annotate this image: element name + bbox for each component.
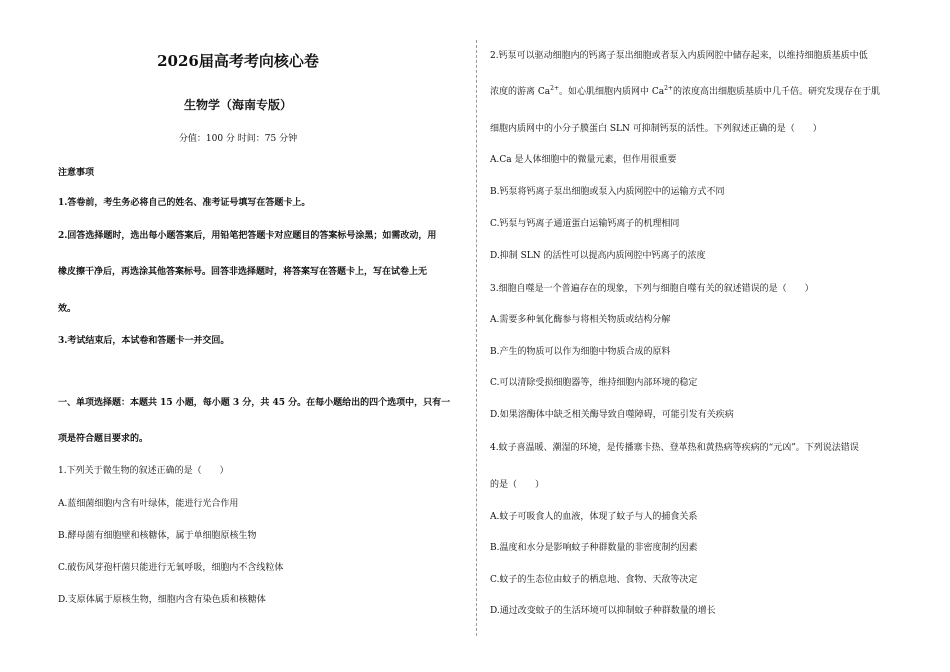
question-1-option-d: D.支原体属于原核生物，细胞内含有染色质和核糖体 <box>58 595 266 605</box>
question-2-option-d: D.抑制 SLN 的活性可以提高内质网腔中钙离子的浓度 <box>490 251 706 261</box>
question-4-stem-line-1: 4.蚊子喜温暖、潮湿的环境，是传播寨卡热、登革热和黄热病等疾病的“元凶”。下列说法错误 <box>490 443 859 453</box>
question-1-stem: 1.下列关于微生物的叙述正确的是（ ） <box>58 466 229 476</box>
question-3-option-c: C.可以清除受损细胞器等，维持细胞内部环境的稳定 <box>490 378 698 388</box>
question-2-stem-line-3: 细胞内质网中的小分子膜蛋白 SLN 可抑制钙泵的活性。下列叙述正确的是（ ） <box>490 124 822 134</box>
question-2-stem-line-2: 浓度的游离 $Ca^{2+}$。如心肌细胞内质网中 $Ca^{2+}$的浓度高出细胞质基质中几千倍。研究发现存在于肌 <box>490 85 880 97</box>
question-2-option-a: A.Ca 是人体细胞中的微量元素，但作用很重要 <box>490 155 677 165</box>
question-3-option-a: A.需要多种氧化酶参与将相关物质或结构分解 <box>490 315 671 325</box>
question-2-option-b: B.钙泵将钙离子泵出细胞或泵入内质网腔中的运输方式不同 <box>490 187 725 197</box>
question-1-option-c: C.破伤风芽孢杆菌只能进行无氧呼吸，细胞内不含线粒体 <box>58 563 284 573</box>
question-4-stem-line-2: 的是（ ） <box>490 480 545 490</box>
section-heading-line-1: 一、单项选择题：本题共 15 小题，每小题 3 分，共 45 分。在每小题给出的四个选项中，只有一 <box>58 398 451 408</box>
notes-heading: 注意事项 <box>58 168 95 178</box>
question-2-option-c: C.钙泵与钙离子通道蛋白运输钙离子的机理相同 <box>490 219 680 229</box>
question-1-option-a: A.蓝细菌细胞内含有叶绿体，能进行光合作用 <box>58 499 239 509</box>
question-3-option-d: D.如果溶酶体中缺乏相关酶导致自噬障碍，可能引发有关疾病 <box>490 410 734 420</box>
section-heading-line-2: 项是符合题目要求的。 <box>58 434 149 444</box>
question-4-option-d: D.通过改变蚊子的生活环境可以抑制蚊子种群数量的增长 <box>490 606 716 616</box>
question-4-option-a: A.蚊子可吸食人的血液，体现了蚊子与人的捕食关系 <box>490 512 698 522</box>
question-1-option-b: B.酵母菌有细胞壁和核糖体，属于单细胞原核生物 <box>58 531 257 541</box>
right-column <box>477 0 950 672</box>
question-3-option-b: B.产生的物质可以作为细胞中物质合成的原料 <box>490 347 671 357</box>
note-item-2-line-1: 2.回答选择题时，选出每小题答案后，用铅笔把答题卡对应题目的答案标号涂黑；如需改动，用 <box>58 231 437 241</box>
note-item-1: 1.答卷前，考生务必将自己的姓名、准考证号填写在答题卡上。 <box>58 198 311 208</box>
score-time-line: 分值：100 分 时间：75 分钟 <box>178 134 298 144</box>
note-item-2-line-2: 橡皮擦干净后，再选涂其他答案标号。回答非选择题时，将答案写在答题卡上，写在试卷上无 <box>58 267 428 277</box>
exam-title: 2026届高考考向核心卷 <box>157 52 319 70</box>
exam-subtitle: 生物学（海南专版） <box>183 98 292 112</box>
question-2-stem-line-1: 2.钙泵可以驱动细胞内的钙离子泵出细胞或者泵入内质网腔中储存起来，以维持细胞质基质中低 <box>490 51 868 61</box>
question-4-option-b: B.温度和水分是影响蚊子种群数量的非密度制约因素 <box>490 543 698 553</box>
note-item-3: 3.考试结束后，本试卷和答题卡一并交回。 <box>58 336 230 346</box>
question-4-option-c: C.蚊子的生态位由蚊子的栖息地、食物、天敌等决定 <box>490 575 698 585</box>
note-item-2-line-3: 效。 <box>58 304 77 314</box>
question-3-stem: 3.细胞自噬是一个普遍存在的现象，下列与细胞自噬有关的叙述错误的是（ ） <box>490 284 814 294</box>
